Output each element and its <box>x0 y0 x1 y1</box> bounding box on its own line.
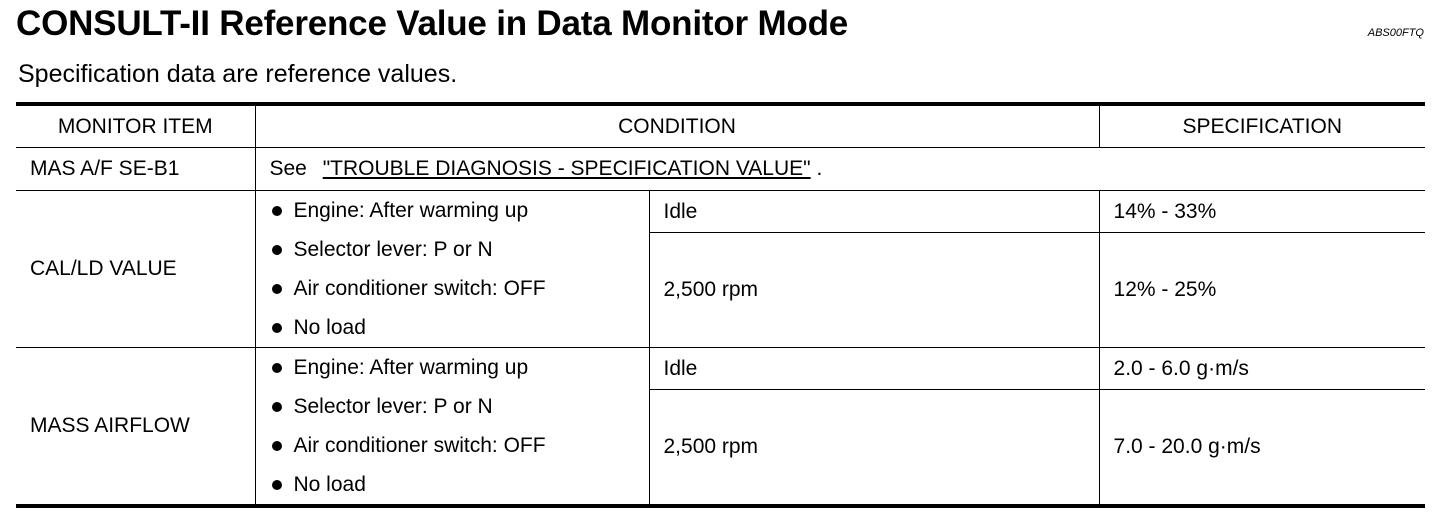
page-subtitle: Specification data are reference values. <box>18 60 458 88</box>
condition-item <box>270 269 635 308</box>
table-header-row <box>16 104 1425 148</box>
condition-text: Selector lever: P or N <box>293 395 493 418</box>
condition-text: Air conditioner switch: OFF <box>293 434 546 457</box>
condition-text: Engine: After warming up <box>293 199 529 222</box>
bullet-icon <box>272 480 282 490</box>
column-header-condition: CONDITION <box>255 104 1099 148</box>
bullet-icon <box>272 245 282 255</box>
monitor-item-cell: CAL/LD VALUE <box>16 191 255 348</box>
condition-list-cell <box>255 348 649 507</box>
table-row <box>16 191 1425 233</box>
condition-item <box>270 387 635 426</box>
reference-cell <box>255 148 1425 191</box>
state-cell: Idle <box>649 191 1099 233</box>
table-row <box>16 148 1425 191</box>
condition-list <box>270 191 635 347</box>
condition-list-cell <box>255 191 649 348</box>
bullet-icon <box>272 441 282 451</box>
bullet-icon <box>272 284 282 294</box>
condition-text: Selector lever: P or N <box>293 238 493 261</box>
column-header-specification: SPECIFICATION <box>1099 104 1425 148</box>
state-cell: Idle <box>649 348 1099 390</box>
bullet-icon <box>272 363 282 373</box>
condition-item <box>270 426 635 465</box>
spec-cell: 7.0 - 20.0 g·m/s <box>1099 390 1425 507</box>
spec-cell: 14% - 33% <box>1099 191 1425 233</box>
monitor-item-cell: MAS A/F SE-B1 <box>16 148 255 191</box>
condition-text: Engine: After warming up <box>293 356 529 379</box>
reference-value-table <box>16 102 1425 508</box>
table-row <box>16 348 1425 390</box>
bullet-icon <box>272 402 282 412</box>
column-header-monitor-item: MONITOR ITEM <box>16 104 255 148</box>
trouble-diagnosis-link[interactable]: "TROUBLE DIAGNOSIS - SPECIFICATION VALUE" <box>322 157 811 180</box>
condition-item <box>270 191 635 230</box>
condition-text: No load <box>293 473 366 496</box>
condition-item <box>270 308 635 347</box>
condition-item <box>270 348 635 387</box>
bullet-icon <box>272 323 282 333</box>
monitor-item-cell: MASS AIRFLOW <box>16 348 255 507</box>
see-prefix: See <box>269 157 307 180</box>
see-suffix: . <box>816 157 823 180</box>
condition-item <box>270 465 635 504</box>
condition-list <box>270 348 635 504</box>
page-title: CONSULT-II Reference Value in Data Monitor Mode <box>16 4 849 43</box>
spec-cell: 2.0 - 6.0 g·m/s <box>1099 348 1425 390</box>
document-code: ABS00FTQ <box>1367 27 1424 39</box>
spec-cell: 12% - 25% <box>1099 233 1425 348</box>
bullet-icon <box>272 206 282 216</box>
state-cell: 2,500 rpm <box>649 390 1099 507</box>
condition-text: Air conditioner switch: OFF <box>293 277 546 300</box>
condition-text: No load <box>293 316 366 339</box>
condition-item <box>270 230 635 269</box>
state-cell: 2,500 rpm <box>649 233 1099 348</box>
